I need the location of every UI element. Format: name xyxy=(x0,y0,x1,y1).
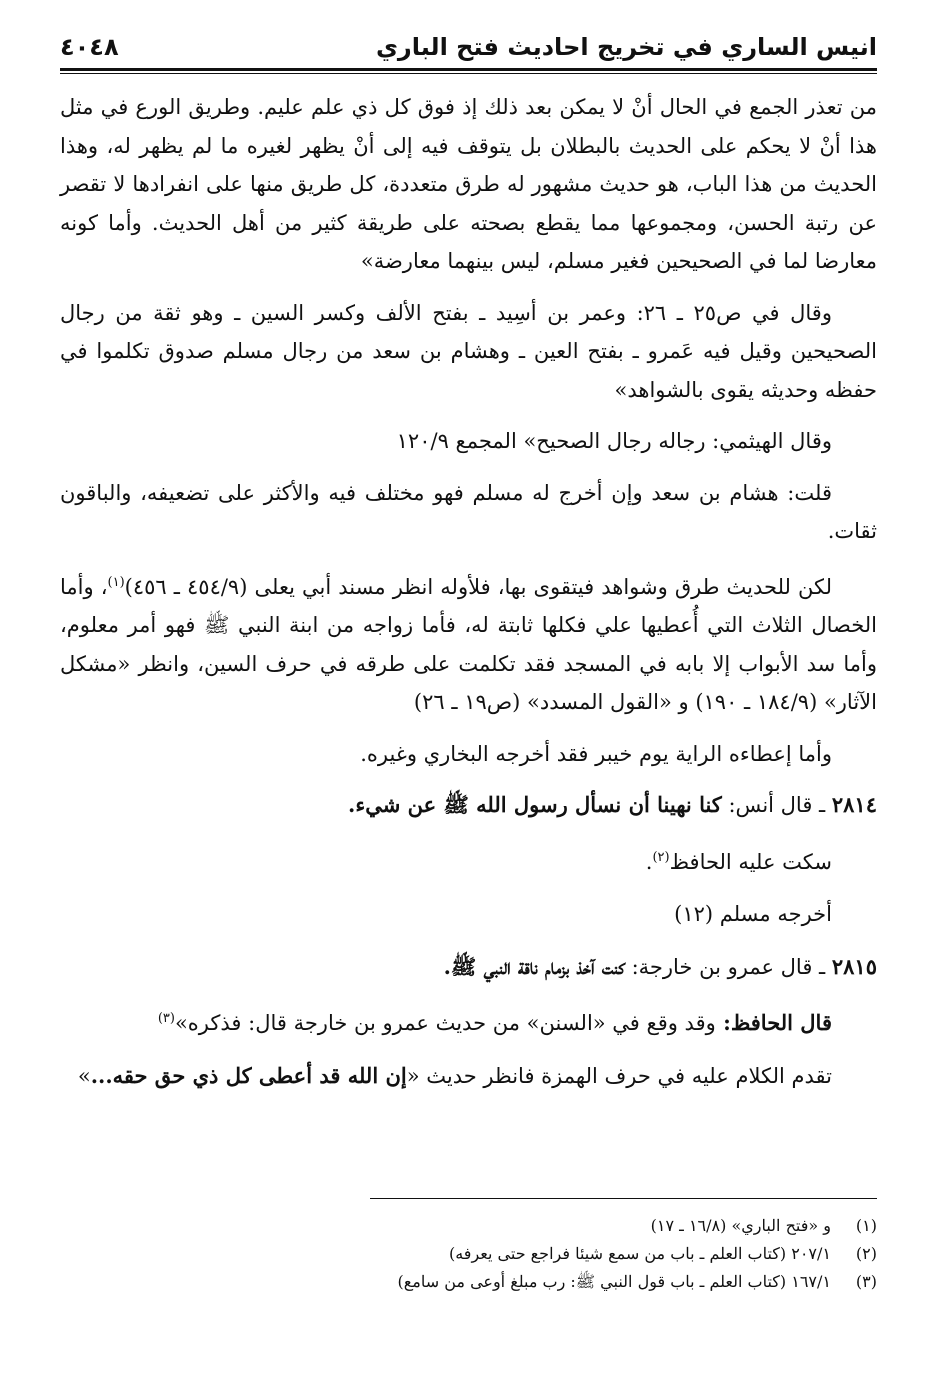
entry-2814-source: أخرجه مسلم (١٢) xyxy=(674,902,832,926)
header-rule-thick xyxy=(60,68,877,71)
footnote-text: ٢٠٧/١ (كتاب العلم ـ باب من سمع شيئا فراجع حتى يعرفه) xyxy=(448,1244,831,1263)
footnote-3 xyxy=(60,1268,877,1296)
paragraph-5 xyxy=(60,564,877,722)
footnote-ref-3[interactable]: (٣) xyxy=(157,1011,175,1026)
entry-2814-note xyxy=(60,839,877,882)
footnote-ref-2[interactable]: (٢) xyxy=(652,849,670,865)
entry-2814-note-end: . xyxy=(645,849,653,874)
page-number: ٤٠٤٨ xyxy=(60,33,119,61)
page-body xyxy=(60,30,877,1108)
hadith-entry-2815 xyxy=(60,948,877,987)
paragraph-5-part-a: لكن للحديث طرق وشواهد فيتقوى بها، فلأوله انظر مسند أبي يعلى (٤٥٤/٩ ـ ٤٥٦) xyxy=(124,574,832,599)
entry-number: ٢٨١٤ xyxy=(831,792,877,817)
footnote-number: (١) xyxy=(855,1216,877,1235)
footnotes xyxy=(60,1212,877,1296)
closing-text: تقدم الكلام عليه في حرف الهمزة فانظر حديث « xyxy=(406,1063,832,1088)
paragraph-5-part-b: ، وأما الخصال الثلاث التي أُعطيها علي فكلها ثابتة له، فأما زواجه من ابنة النبي ﷺ فهو أمر معلوم، وأما سد الأبواب إلا بابه في المسجد فقد تكلمت على طرقه في حرف السين، وانظر «مشكل الآثار» (١٨٤/٩ ـ ١٩٠) و «القول المسدد» (ص١٩ ـ ٢٦) xyxy=(60,574,877,714)
hafiz-label: قال الحافظ: xyxy=(715,1010,832,1035)
paragraph-2: وقال في ص٢٥ ـ ٢٦: وعمر بن أسِيد ـ بفتح الألف وكسر السين ـ وهو ثقة من رجال الصحيحين وقيل فيه عَمرو ـ بفتح العين ـ وهشام بن سعد من رجال مسلم صدوق تكلموا في حفظه وحديثه يقوى بالشواهد» xyxy=(60,300,877,402)
footnote-text: ١٦٧/١ (كتاب العلم ـ باب قول النبي ﷺ: رب مبلغ أوعى من سامع) xyxy=(397,1272,831,1291)
entry-quote: كنت آخذ بزمام ناقة النبي ﷺ. xyxy=(443,953,625,979)
running-header xyxy=(60,30,877,68)
entry-intro: ـ قال أنس: xyxy=(721,793,832,817)
entry-2815-note-text: وقد وقع في «السنن» من حديث عمرو بن خارجة قال: فذكره» xyxy=(174,1011,716,1035)
footnote-1 xyxy=(60,1212,877,1240)
header-rule-thin xyxy=(60,73,877,74)
paragraph-3: وقال الهيثمي: رجاله رجال الصحيح» المجمع ١٢٠/٩ xyxy=(396,429,832,453)
entry-2815-note xyxy=(60,1000,877,1043)
footnote-separator xyxy=(370,1198,877,1199)
closing-hadith-title: إن الله قد أعطى كل ذي حق حقه... xyxy=(90,1062,407,1088)
paragraph-1: من تعذر الجمع في الحال أنْ لا يمكن بعد ذلك إذ فوق كل ذي علم عليم. وطريق الورع في مثل هذا أنْ لا يحكم على الحديث بالبطلان بل يتوقف فيه إلى أنْ يظهر لغيره ما لم يظهر له، وهذا الحديث من هذا الباب، هو حديث مشهور له طرق متعددة، كل طريق منها على انفرادها لا تقصر عن رتبة الحسن، ومجموعها مما يقطع بصحته على طريقة كثير من أهل الحديث. وأما كونه معارضا لما في الصحيحين فغير مسلم، ليس بينهما معارضة» xyxy=(60,95,877,273)
entry-quote: كنا نهينا أن نسأل رسول الله ﷺ عن شيء. xyxy=(348,792,722,817)
footnote-2 xyxy=(60,1240,877,1268)
footnote-number: (٢) xyxy=(855,1244,877,1263)
closing-paragraph xyxy=(60,1057,877,1096)
entry-2814-note-text: سكت عليه الحافظ xyxy=(669,849,832,874)
paragraph-4: قلت: هشام بن سعد وإن أخرج له مسلم فهو مختلف فيه والأكثر على تضعيفه، والباقون ثقات. xyxy=(60,480,877,543)
footnote-number: (٣) xyxy=(855,1272,877,1291)
closing-quote-mark: » xyxy=(77,1063,91,1088)
header-title: انيس الساري في تخريج احاديث فتح الباري xyxy=(375,33,877,61)
hadith-entry-2814 xyxy=(60,786,877,825)
entry-number: ٢٨١٥ xyxy=(831,953,877,979)
footnote-ref-1[interactable]: (١) xyxy=(107,574,125,590)
footnote-text: و «فتح الباري» (١٦/٨ ـ ١٧) xyxy=(650,1216,831,1235)
paragraph-6: وأما إعطاءه الراية يوم خيبر فقد أخرجه البخاري وغيره. xyxy=(360,741,832,766)
entry-intro: ـ قال عمرو بن خارجة: xyxy=(624,954,832,979)
